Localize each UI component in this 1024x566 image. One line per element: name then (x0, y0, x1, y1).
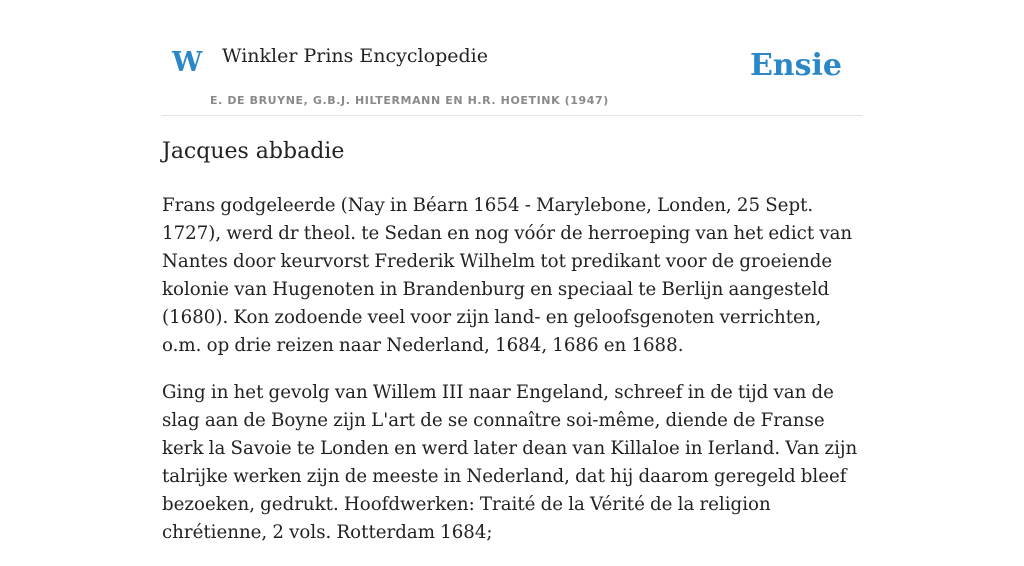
book-authors: E. DE BRUYNE, G.B.J. HILTERMANN EN H.R. HOETINK (1947) (210, 94, 609, 107)
article-title: Jacques abbadie (162, 139, 345, 164)
encyclopedia-logo-icon[interactable]: W (172, 47, 203, 78)
brand-logo[interactable]: Ensie (749, 48, 842, 83)
page-header (162, 0, 862, 116)
article-card (162, 0, 862, 543)
book-title[interactable]: Winkler Prins Encyclopedie (222, 45, 488, 67)
article-paragraph: Frans godgeleerde (Nay in Béarn 1654 - Marylebone, Londen, 25 Sept. 1727), werd dr theol. te Sedan en nog vóór de herroeping van het edict van Nantes door keurvorst Frederik Wilhelm tot predikant voor de groeiende kolonie van Hugenoten in Brandenburg en speciaal te Berlijn aangesteld (1680). Kon zodoende veel voor zijn land- en geloofsgenoten verrichten, o.m. op drie reizen naar Nederland, 1684, 1686 en 1688. (162, 195, 853, 356)
article-paragraph: Ging in het gevolg van Willem III naar Engeland, schreef in de tijd van de slag aan de Boyne zijn L'art de se connaître soi-même, diende de Franse kerk la Savoie te Londen en werd later dean van Killaloe in Ierland. Van zijn talrijke werken zijn de meeste in Nederland, dat hij daarom geregeld bleef bezoeken, gedrukt. Hoofdwerken: Traité de la Vérité de la religion chrétienne, 2 vols. Rotterdam 1684; (162, 382, 858, 543)
article-body (162, 192, 862, 566)
